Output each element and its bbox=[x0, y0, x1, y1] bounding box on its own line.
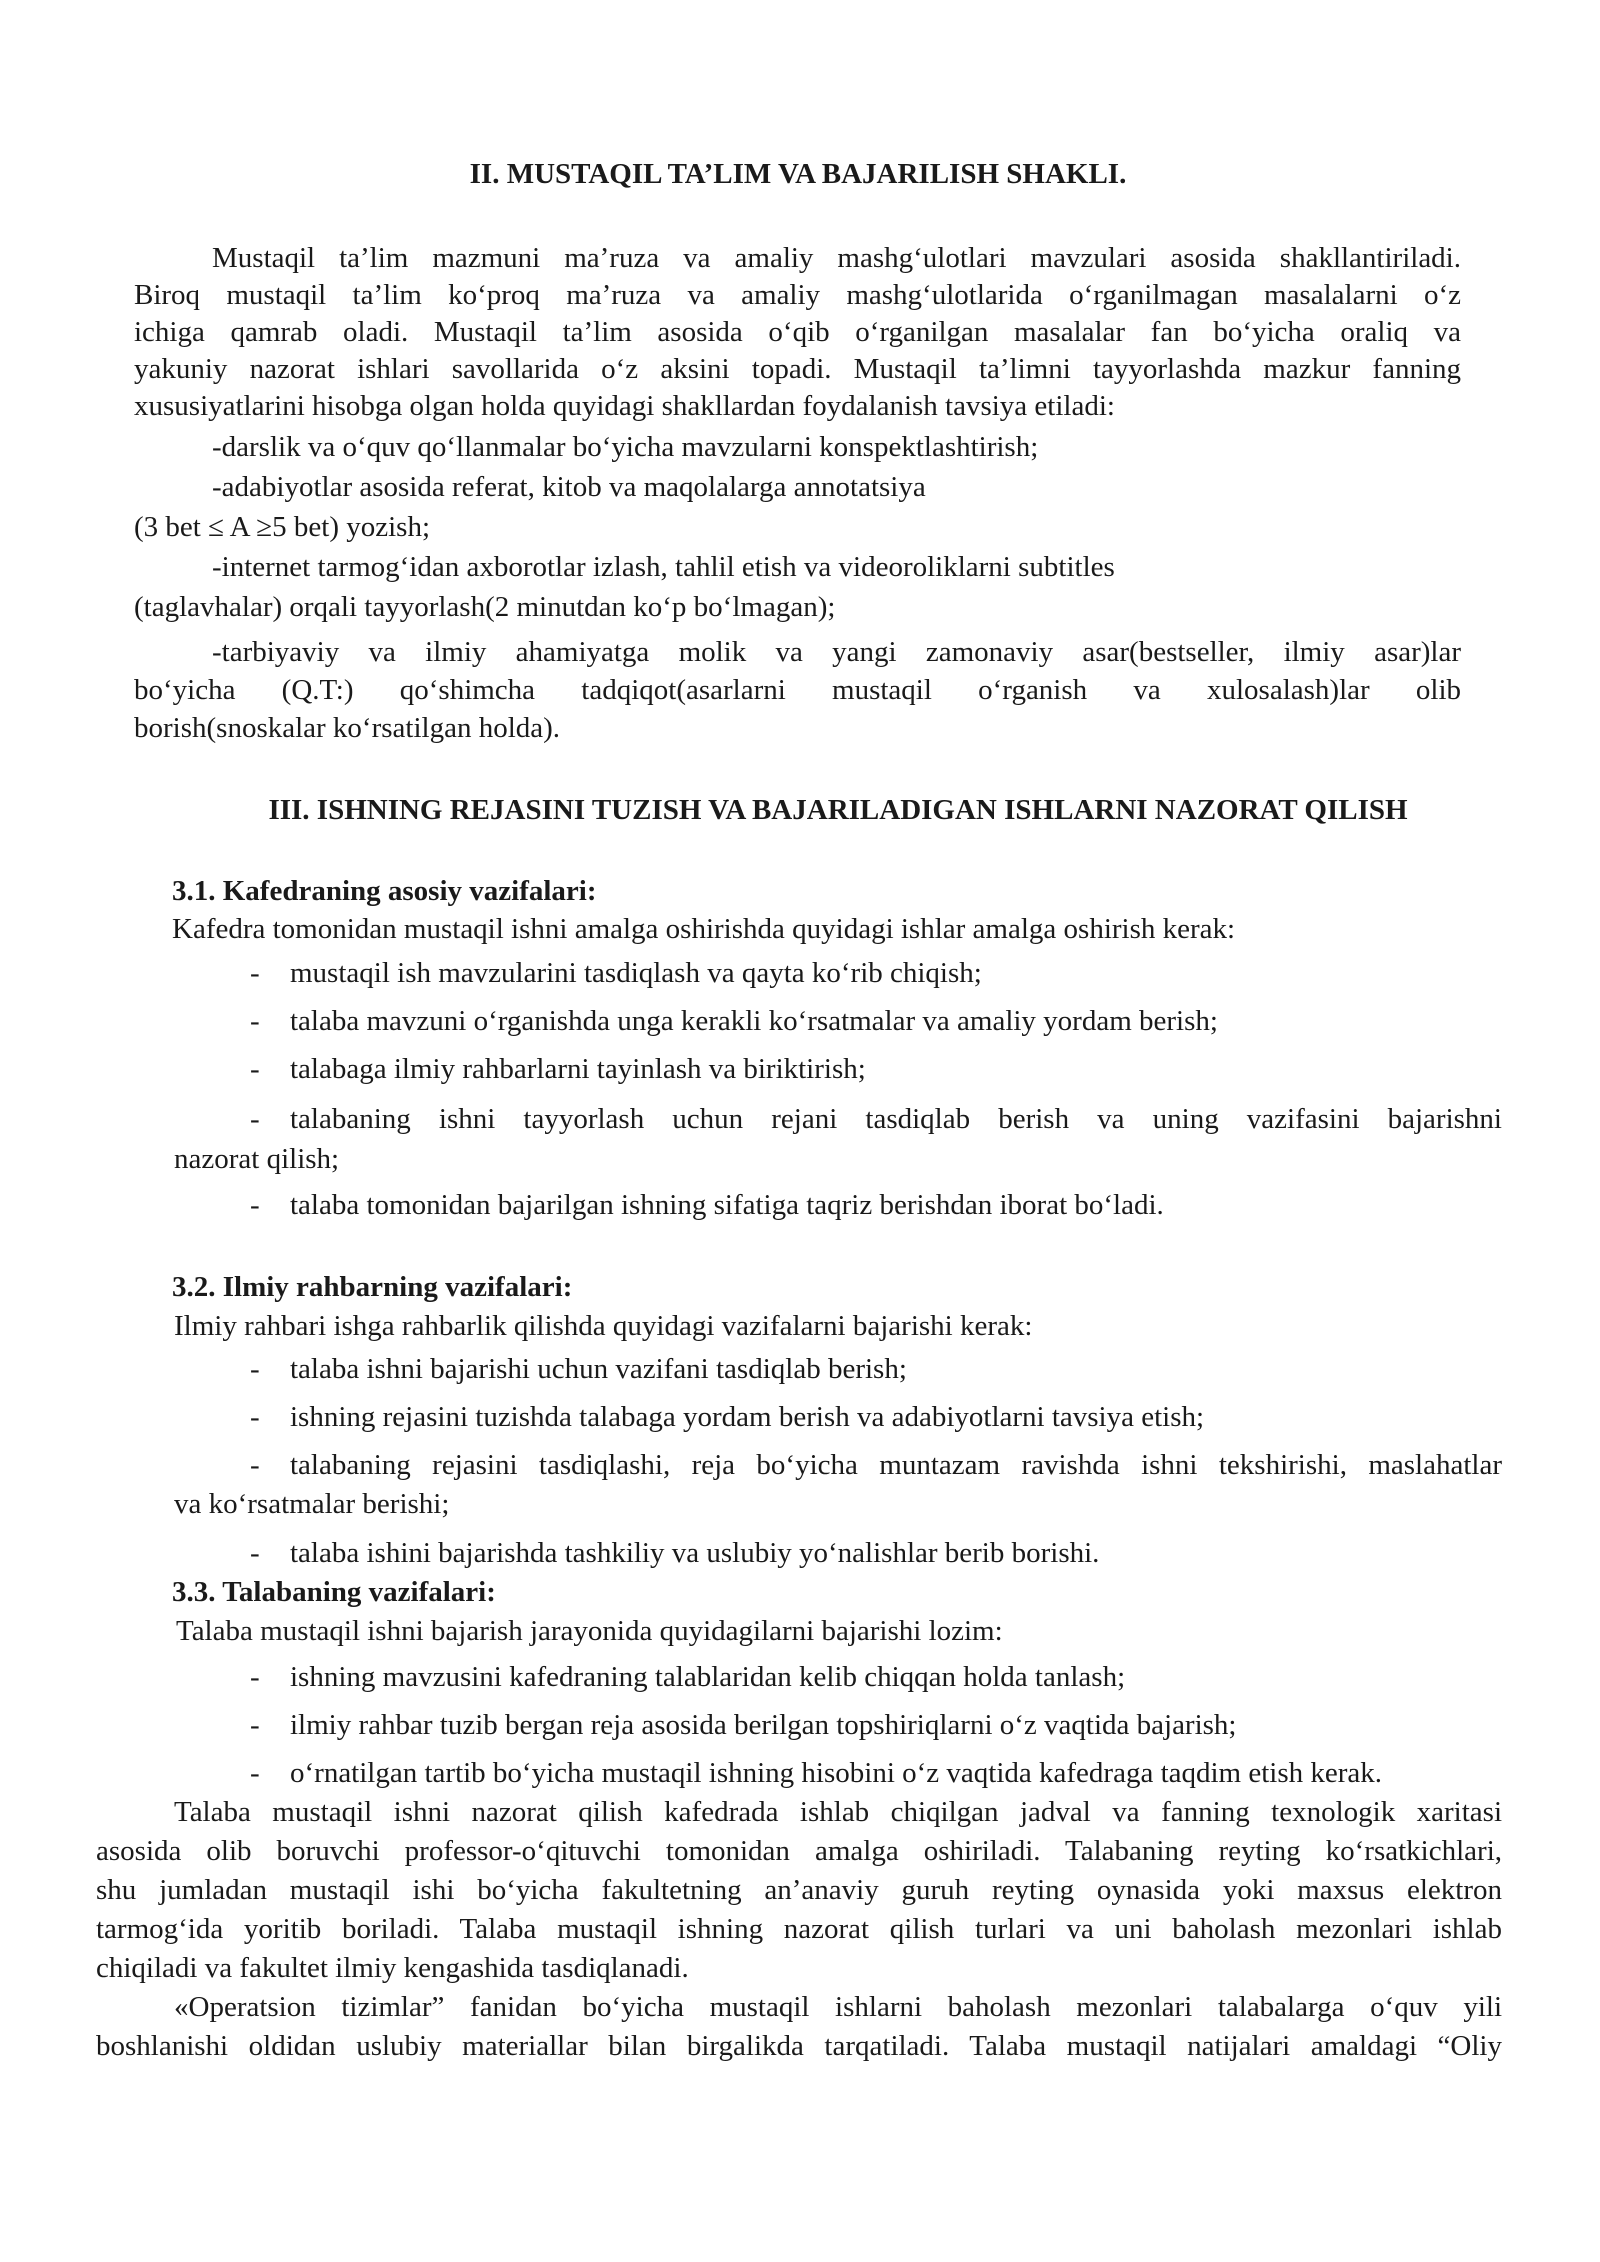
list-dash: - bbox=[250, 1757, 260, 1789]
s32-item-3: talabaning rejasini tasdiqlashi, reja bo‘yicha muntazam ravishda ishni tekshirishi, maslahatlar bbox=[290, 1449, 1502, 1481]
intro-line-5: xususiyatlarini hisobga olgan holda quyidagi shakllardan foydalanish tavsiya etiladi: bbox=[134, 390, 1115, 422]
form-item-2-cont: (3 bet ≤ A ≥5 bet) yozish; bbox=[134, 511, 431, 543]
control-line-5: chiqiladi va fakultet ilmiy kengashida tasdiqlanadi. bbox=[96, 1952, 689, 1984]
form-item-2: -adabiyotlar asosida referat, kitob va maqolalarga annotatsiya bbox=[212, 471, 926, 503]
control-line-2: asosida olib boruvchi professor-o‘qituvchi tomonidan amalga oshiriladi. Talabaning reyting ko‘rsatkichlari, bbox=[96, 1835, 1502, 1867]
list-dash: - bbox=[250, 1709, 260, 1741]
control-line-3: shu jumladan mustaqil ishi bo‘yicha fakultetning an’anaviy guruh reyting oynasida yoki maxsus elektron bbox=[96, 1874, 1502, 1906]
subsection-3-2-heading: 3.2. Ilmiy rahbarning vazifalari: bbox=[172, 1271, 573, 1303]
control-line-4: tarmog‘ida yoritib boriladi. Talaba mustaqil ishning nazorat qilish turlari va uni baholash mezonlari ishlab bbox=[96, 1913, 1502, 1945]
s32-item-3-cont: va ko‘rsatmalar berishi; bbox=[174, 1488, 450, 1520]
s32-item-2: ishning rejasini tuzishda talabaga yordam berish va adabiyotlarni tavsiya etish; bbox=[290, 1401, 1205, 1433]
intro-line-1: Mustaqil ta’lim mazmuni ma’ruza va amaliy mashg‘ulotlari mavzulari asosida shakllantiriladi. bbox=[212, 242, 1461, 274]
form-item-1: -darslik va o‘quv qo‘llanmalar bo‘yicha mavzularni konspektlashtirish; bbox=[212, 431, 1039, 463]
control-line-1: Talaba mustaqil ishni nazorat qilish kafedrada ishlab chiqilgan jadval va fanning texnologik xaritasi bbox=[174, 1796, 1502, 1828]
s33-item-3: o‘rnatilgan tartib bo‘yicha mustaqil ishning hisobini o‘z vaqtida kafedraga taqdim etish kerak. bbox=[290, 1757, 1383, 1789]
s32-item-1: talaba ishni bajarishi uchun vazifani tasdiqlab berish; bbox=[290, 1353, 907, 1385]
subsection-3-1-heading: 3.1. Kafedraning asosiy vazifalari: bbox=[172, 875, 597, 907]
section-3-title: III. ISHNING REJASINI TUZISH VA BAJARILADIGAN ISHLARNI NAZORAT QILISH bbox=[268, 794, 1408, 826]
s31-item-4-cont: nazorat qilish; bbox=[174, 1143, 340, 1175]
intro-line-2: Biroq mustaqil ta’lim ko‘proq ma’ruza va amaliy mashg‘ulotlarida o‘rganilmagan masalalarni o‘z bbox=[134, 279, 1461, 311]
subsection-3-3-heading: 3.3. Talabaning vazifalari: bbox=[172, 1576, 496, 1608]
list-dash: - bbox=[250, 1537, 260, 1569]
s31-item-4: talabaning ishni tayyorlash uchun rejani tasdiqlab berish va uning vazifasini bajarishni bbox=[290, 1103, 1502, 1135]
form-item-4-cont: bo‘yicha (Q.T:) qo‘shimcha tadqiqot(asarlarni mustaqil o‘rganish va xulosalash)lar olib bbox=[134, 674, 1461, 706]
section-2-title: II. MUSTAQIL TA’LIM VA BAJARILISH SHAKLI. bbox=[469, 158, 1127, 190]
form-item-3-cont: (taglavhalar) orqali tayyorlash(2 minutdan ko‘p bo‘lmagan); bbox=[134, 591, 836, 623]
subsection-3-2-lead: Ilmiy rahbari ishga rahbarlik qilishda quyidagi vazifalarni bajarishi kerak: bbox=[174, 1310, 1033, 1342]
list-dash: - bbox=[250, 1449, 260, 1481]
final-line-2: boshlanishi oldidan uslubiy materiallar bilan birgalikda tarqatiladi. Talaba mustaqil natijalari amaldagi “Oliy bbox=[96, 2030, 1502, 2062]
list-dash: - bbox=[250, 957, 260, 989]
subsection-3-1-lead: Kafedra tomonidan mustaqil ishni amalga oshirishda quyidagi ishlar amalga oshirish kerak: bbox=[172, 913, 1236, 945]
list-dash: - bbox=[250, 1661, 260, 1693]
form-item-3: -internet tarmog‘idan axborotlar izlash, tahlil etish va videoroliklarni subtitles bbox=[212, 551, 1115, 583]
final-line-1: «Operatsion tizimlar” fanidan bo‘yicha mustaqil ishlarni baholash mezonlari talabalarga o‘quv yili bbox=[174, 1991, 1502, 2023]
intro-line-3: ichiga qamrab oladi. Mustaqil ta’lim asosida o‘qib o‘rganilgan masalalar fan bo‘yicha oraliq va bbox=[134, 316, 1461, 348]
s31-item-1: mustaqil ish mavzularini tasdiqlash va qayta ko‘rib chiqish; bbox=[290, 957, 982, 989]
list-dash: - bbox=[250, 1005, 260, 1037]
intro-line-4: yakuniy nazorat ishlari savollarida o‘z aksini topadi. Mustaqil ta’limni tayyorlashda mazkur fanning bbox=[134, 353, 1461, 385]
s33-item-1: ishning mavzusini kafedraning talablaridan kelib chiqqan holda tanlash; bbox=[290, 1661, 1126, 1693]
subsection-3-3-lead: Talaba mustaqil ishni bajarish jarayonida quyidagilarni bajarishi lozim: bbox=[176, 1615, 1003, 1647]
form-item-4: -tarbiyaviy va ilmiy ahamiyatga molik va yangi zamonaviy asar(bestseller, ilmiy asar)lar bbox=[212, 636, 1461, 668]
s32-item-4: talaba ishini bajarishda tashkiliy va uslubiy yo‘nalishlar berib borishi. bbox=[290, 1537, 1100, 1569]
s31-item-2: talaba mavzuni o‘rganishda unga kerakli ko‘rsatmalar va amaliy yordam berish; bbox=[290, 1005, 1218, 1037]
s31-item-5: talaba tomonidan bajarilgan ishning sifatiga taqriz berishdan iborat bo‘ladi. bbox=[290, 1189, 1164, 1221]
list-dash: - bbox=[250, 1103, 260, 1135]
list-dash: - bbox=[250, 1053, 260, 1085]
s33-item-2: ilmiy rahbar tuzib bergan reja asosida berilgan topshiriqlarni o‘z vaqtida bajarish; bbox=[290, 1709, 1237, 1741]
list-dash: - bbox=[250, 1189, 260, 1221]
s31-item-3: talabaga ilmiy rahbarlarni tayinlash va biriktirish; bbox=[290, 1053, 866, 1085]
list-dash: - bbox=[250, 1401, 260, 1433]
form-item-4-cont-2: borish(snoskalar ko‘rsatilgan holda). bbox=[134, 712, 561, 744]
list-dash: - bbox=[250, 1353, 260, 1385]
